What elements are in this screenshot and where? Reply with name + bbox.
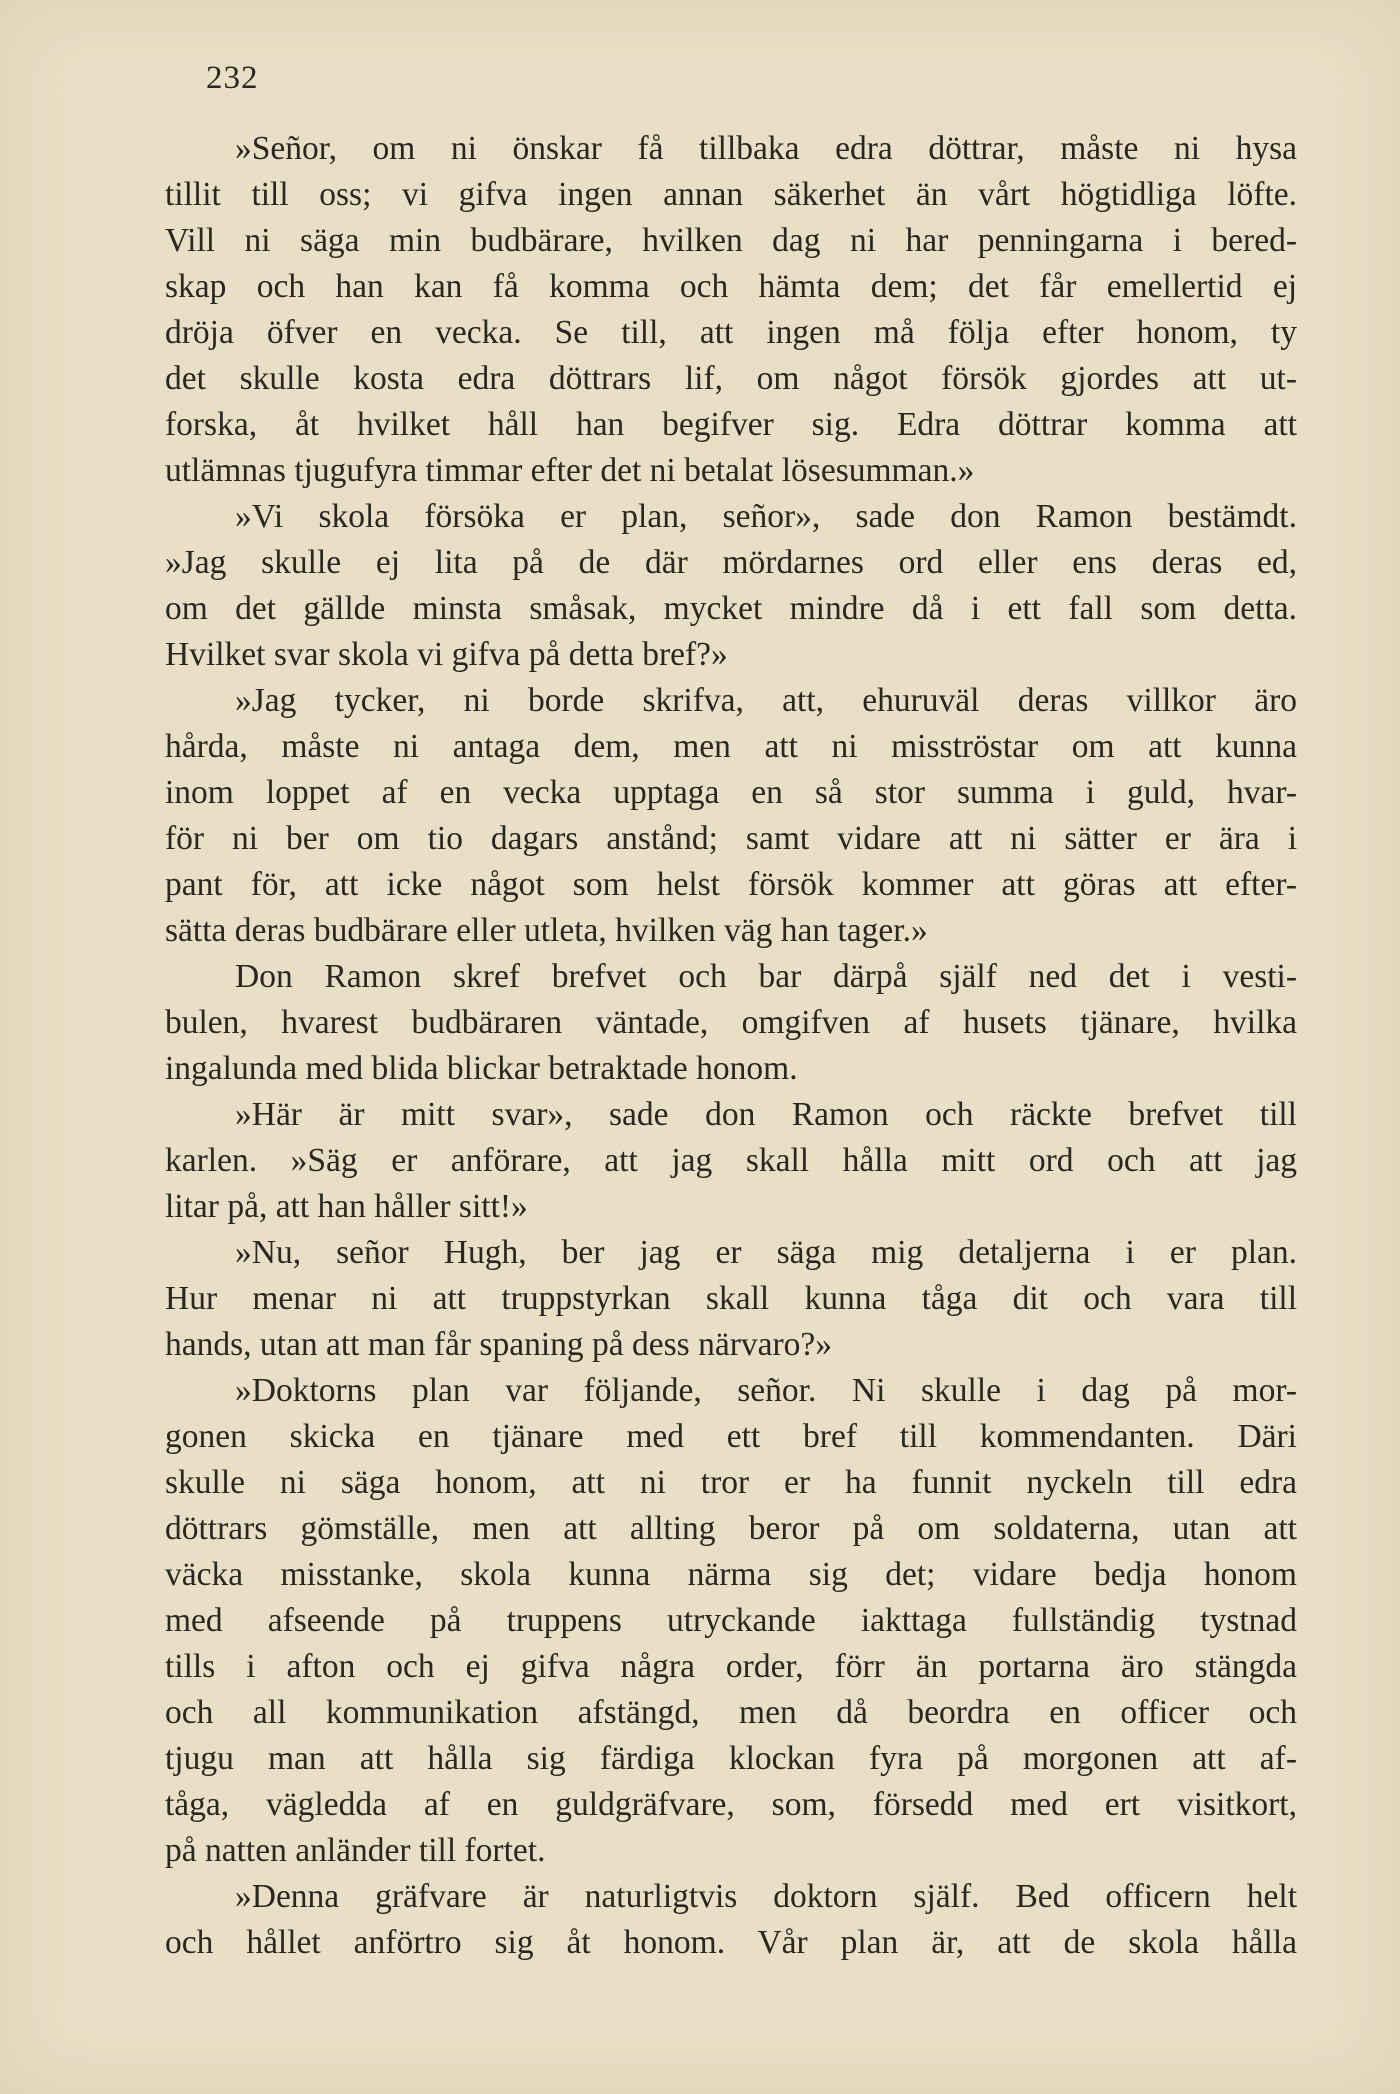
text-line: tillit till oss; vi gifva ingen annan säkerhet än vårt högtidliga löfte.: [165, 176, 1297, 213]
text-line: karlen. »Säg er anförare, att jag skall hålla mitt ord och att jag: [165, 1142, 1297, 1179]
text-line: pant för, att icke något som helst försök kommer att göras att efter-: [165, 866, 1297, 903]
text-line: »Señor, om ni önskar få tillbaka edra döttrar, måste ni hysa: [235, 130, 1297, 167]
body-text: [165, 126, 1297, 1966]
text-line: Hvilket svar skola vi gifva på detta bref?»: [165, 636, 728, 673]
text-line: litar på, att han håller sitt!»: [165, 1188, 528, 1225]
page-number: 232: [206, 60, 259, 96]
text-line: »Jag skulle ej lita på de där mördarnes ord eller ens deras ed,: [165, 544, 1297, 581]
text-line: skulle ni säga honom, att ni tror er ha funnit nyckeln till edra: [165, 1464, 1297, 1501]
text-line: inom loppet af en vecka upptaga en så stor summa i guld, hvar-: [165, 774, 1297, 811]
text-line: forska, åt hvilket håll han begifver sig. Edra döttrar komma att: [165, 406, 1297, 443]
text-line: Vill ni säga min budbärare, hvilken dag ni har penningarna i bered-: [165, 222, 1297, 259]
text-line: Hur menar ni att truppstyrkan skall kunna tåga dit och vara till: [165, 1280, 1297, 1317]
text-line: väcka misstanke, skola kunna närma sig det; vidare bedja honom: [165, 1556, 1297, 1593]
text-line: hårda, måste ni antaga dem, men att ni misströstar om att kunna: [165, 728, 1297, 765]
text-line: »Vi skola försöka er plan, señor», sade don Ramon bestämdt.: [235, 498, 1297, 535]
text-line: och hållet anförtro sig åt honom. Vår plan är, att de skola hålla: [165, 1924, 1297, 1961]
text-line: utlämnas tjugufyra timmar efter det ni betalat lösesumman.»: [165, 452, 975, 489]
text-line: döttrars gömställe, men att allting beror på om soldaterna, utan att: [165, 1510, 1297, 1547]
text-line: med afseende på truppens utryckande iakttaga fullständig tystnad: [165, 1602, 1297, 1639]
text-line: dröja öfver en vecka. Se till, att ingen må följa efter honom, ty: [165, 314, 1297, 351]
text-line: »Nu, señor Hugh, ber jag er säga mig detaljerna i er plan.: [235, 1234, 1297, 1271]
text-line: och all kommunikation afstängd, men då beordra en officer och: [165, 1694, 1297, 1731]
text-line: för ni ber om tio dagars anstånd; samt vidare att ni sätter er ära i: [165, 820, 1297, 857]
text-line: på natten anländer till fortet.: [165, 1832, 546, 1869]
text-line: tills i afton och ej gifva några order, förr än portarna äro stängda: [165, 1648, 1297, 1685]
text-line: »Denna gräfvare är naturligtvis doktorn själf. Bed officern helt: [235, 1878, 1297, 1915]
text-line: Don Ramon skref brefvet och bar därpå själf ned det i vesti-: [235, 958, 1297, 995]
text-line: sätta deras budbärare eller utleta, hvilken väg han tager.»: [165, 912, 928, 949]
text-line: bulen, hvarest budbäraren väntade, omgifven af husets tjänare, hvilka: [165, 1004, 1297, 1041]
text-line: gonen skicka en tjänare med ett bref till kommendanten. Däri: [165, 1418, 1297, 1455]
text-line: »Här är mitt svar», sade don Ramon och räckte brefvet till: [235, 1096, 1297, 1133]
text-line: tåga, vägledda af en guldgräfvare, som, försedd med ert visitkort,: [165, 1786, 1297, 1823]
text-line: »Jag tycker, ni borde skrifva, att, ehuruväl deras villkor äro: [235, 682, 1297, 719]
text-line: ingalunda med blida blickar betraktade honom.: [165, 1050, 798, 1087]
text-line: det skulle kosta edra döttrars lif, om något försök gjordes att ut-: [165, 360, 1297, 397]
text-line: »Doktorns plan var följande, señor. Ni skulle i dag på mor-: [235, 1372, 1297, 1409]
text-line: hands, utan att man får spaning på dess närvaro?»: [165, 1326, 832, 1363]
text-line: om det gällde minsta småsak, mycket mindre då i ett fall som detta.: [165, 590, 1297, 627]
text-line: skap och han kan få komma och hämta dem; det får emellertid ej: [165, 268, 1297, 305]
text-line: tjugu man att hålla sig färdiga klockan fyra på morgonen att af-: [165, 1740, 1297, 1777]
